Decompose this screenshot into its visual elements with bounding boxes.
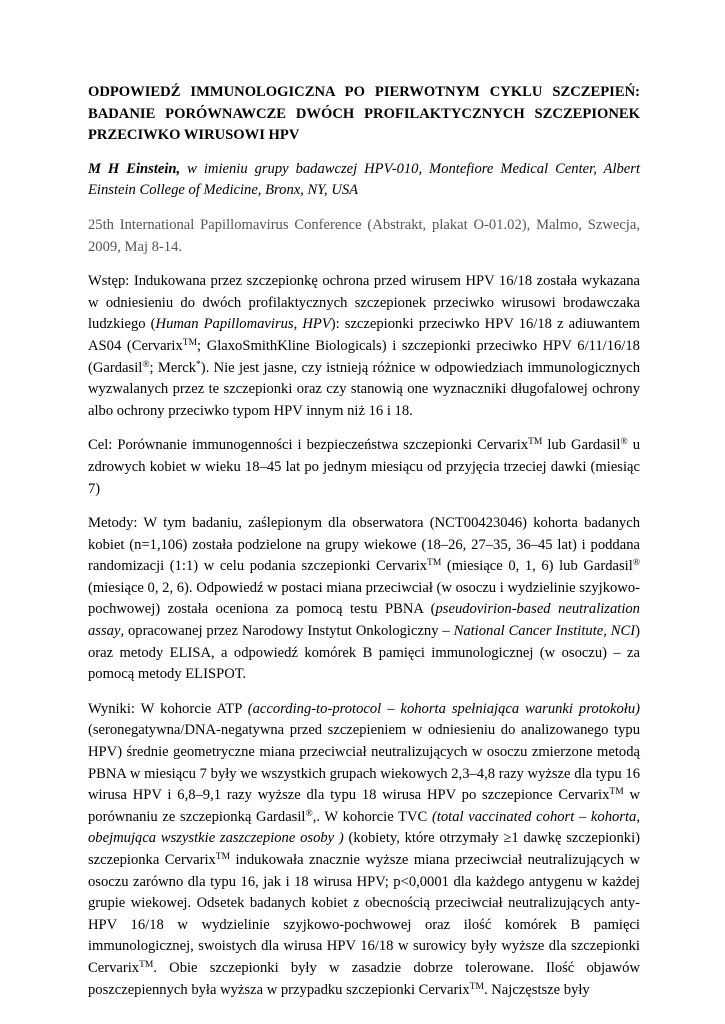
text-run: (miesiące 0, 1, 6) lub Gardasil <box>441 558 633 575</box>
text-run: lub Gardasil <box>542 437 621 454</box>
trademark-mark: TM <box>215 852 231 862</box>
trademark-mark: TM <box>182 337 198 348</box>
text-run: . Obie szczepionki były w zasadzie dobrze tolerowane. Ilość objawów poszczepiennych była wyższa w przypadku szczepionki Cervarix <box>88 959 640 998</box>
italic-run: National Cancer Institute, NCI <box>453 623 636 640</box>
text-run: Wyniki: W kohorcie ATP <box>88 700 248 717</box>
author-affiliation: w imieniu grupy badawczej HPV-010, Montefiore Medical Center, Albert Einstein College of Medicine, Bronx, NY, USA <box>88 160 641 199</box>
italic-run: (total vaccinated cohort – kohorta, obejmująca wszystkie zaszczepione osoby ) <box>88 808 640 847</box>
title-line: PRZECIWKO WIRUSOWI HPV <box>88 127 300 144</box>
registered-mark: ® <box>632 558 641 569</box>
section-wyniki <box>88 699 640 1001</box>
text-run: u zdrowych kobiet w wieku 18–45 lat po jednym miesiącu od przyjęcia trzeciej dawki (miesiąc 7) <box>88 437 640 497</box>
text-run: (kobiety, które otrzymały ≥1 dawkę szczepionki) szczepionka Cervarix <box>88 830 640 868</box>
author-name: M H Einstein, <box>88 160 181 177</box>
registered-mark: ® <box>305 808 313 819</box>
registered-mark: ® <box>142 359 150 370</box>
section-cel <box>88 435 640 500</box>
document-title <box>88 82 640 147</box>
trademark-mark: TM <box>528 437 543 448</box>
text-run: . Najczęstsze były <box>483 981 590 998</box>
registered-mark: ® <box>620 437 628 448</box>
text-run: w porównaniu ze szczepionką Gardasil <box>88 787 640 825</box>
trademark-mark: TM <box>427 558 442 569</box>
section-metody <box>88 513 640 686</box>
author-line <box>88 159 640 202</box>
text-run: Cel: Porównanie immunogenności i bezpieczeństwa szczepionki Cervarix <box>88 437 529 454</box>
trademark-mark: TM <box>609 787 624 798</box>
trademark-mark: TM <box>469 981 484 992</box>
conference-citation: 25th International Papillomavirus Conference (Abstrakt, plakat O-01.02), Malmo, Szwecja, 2009, Maj 8-14. <box>88 216 640 255</box>
text-run: indukowała znacznie wyższe miana przeciwciał neutralizujących w osoczu zarówno dla typu 16, jak i 18 wirusa HPV; p<0,0001 dla każdego antygenu w każdej grupie wiekowej. Odsetek badanych kobiet z obecnością przeciwciał neutralizujących anty-HPV 16/18 w wydzielinie szyjkowo-pochwowej oraz ilość komórek B pamięci immunologicznej, swoistych dla wirusa HPV 16/18 w surowicy były wyższe dla szczepionki Cervarix <box>88 852 640 976</box>
document-page <box>88 82 640 1014</box>
text-run: ; GlaxoSmithKline Biologicals) i szczepionki przeciwko HPV 6/11/16/18 (Gardasil <box>88 337 640 376</box>
text-run: (seronegatywna/DNA-negatywna przed szczepieniem w odniesieniu do analizowanego typu HPV) średnie geometryczne miana przeciwciał neutralizujących w osoczu zmierzone metodą PBNA w miesiącu 7 były we wszystkich grupach wiekowych 2,3–4,8 razy wyższe dla typu 16 wirusa HPV i 6,8–9,1 razy wyższe dla typu 18 wirusa HPV po szczepionce Cervarix <box>88 722 640 804</box>
section-wstep <box>88 271 640 422</box>
text-run: Metody: W tym badaniu, zaślepionym dla obserwatora (NCT00423046) kohorta badanych kobiet (n=1,106) została podzielone na grupy wiekowe (18–26, 27–35, 36–45 lat) i poddana randomizacji (1:1) w celu podania szczepionki Cervarix <box>88 515 640 575</box>
title-line: BADANIE PORÓWNAWCZE DWÓCH PROFILAKTYCZNYCH SZCZEPIONEK <box>88 105 640 122</box>
italic-run: (according-to-protocol – kohorta spełniająca warunki protokołu) <box>247 700 640 717</box>
text-run: ,. W kohorcie TVC <box>312 808 432 825</box>
text-run: ): szczepionki przeciwko HPV 16/18 z adiuwantem AS04 (Cervarix <box>88 316 640 354</box>
italic-run: Human Papillomavirus, HPV <box>155 316 331 333</box>
italic-run: pseudovirion-based neutralization assay <box>88 601 640 640</box>
text-run: ) oraz metody ELISA, a odpowiedź komórek B pamięci immunologicznej (w osoczu) – za pomocą metody ELISPOT. <box>88 623 640 683</box>
text-run: , opracowanej przez Narodowy Instytut Onkologiczny – <box>120 623 454 640</box>
text-run: (miesiące 0, 2, 6). Odpowiedź w postaci miana przeciwciał (w osoczu i wydzielinie szyjkowo-pochwowej) została oceniona za pomocą testu PBNA ( <box>88 579 640 618</box>
text-run: ; Merck <box>149 359 196 376</box>
text-run: ). Nie jest jasne, czy istnieją różnice w odpowiedziach immunologicznych wyzwalanych przez te szczepionki oraz czy stanowią one wyznaczniki długofalowej ochrony albo ochrony przeciwko typom HPV innym niż 16 i 18. <box>88 359 640 419</box>
title-line: ODPOWIEDŹ IMMUNOLOGICZNA PO PIERWOTNYM CYKLU SZCZEPIEŃ: <box>88 84 640 100</box>
trademark-mark: TM <box>139 959 154 970</box>
text-run: Wstęp: Indukowana przez szczepionkę ochrona przed wirusem HPV 16/18 została wykazana w odniesieniu do dwóch profilaktycznych szczepionek przeciwko wirusowi brodawczaka ludzkiego ( <box>88 273 640 333</box>
asterisk-mark: * <box>196 359 201 370</box>
